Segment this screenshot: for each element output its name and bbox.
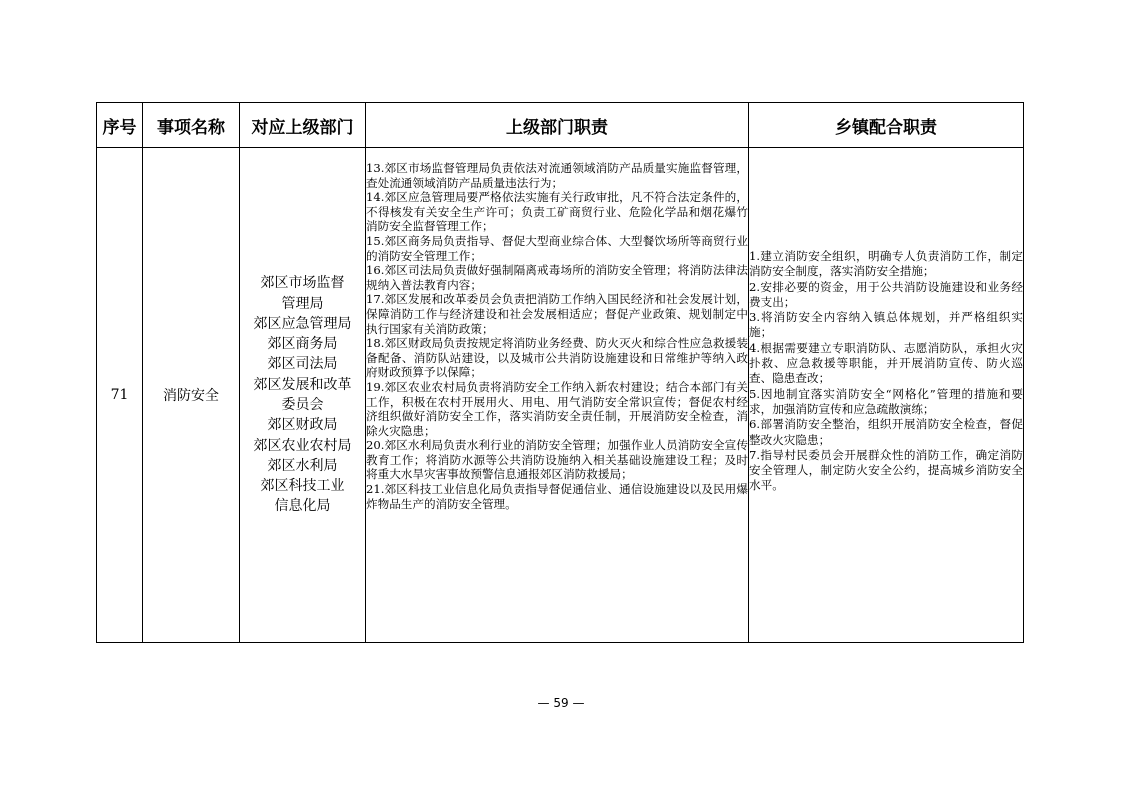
township-duty-item: 3.将消防安全内容纳入镇总体规划，并严格组织实施； [749, 310, 1023, 340]
superior-duty-item: 20.郊区水利局负责水利行业的消防安全管理；加强作业人员消防安全宣传教育工作；将消防水源等公共消防设施纳入相关基础设施建设工程；及时将重大水旱灾害事故预警信息通报郊区消防救援局； [366, 438, 748, 482]
department-line: 管理局 [281, 295, 324, 312]
township-duty-item: 2.安排必要的资金，用于公共消防设施建设和业务经费支出； [749, 279, 1023, 309]
superior-duty-item: 14.郊区应急管理局要严格依法实施有关行政审批，凡不符合法定条件的，不得核发有关安全生产许可；负责工矿商贸行业、危险化学品和烟花爆竹消防安全监督管理工作； [366, 190, 748, 234]
department-line: 郊区财政局 [267, 417, 338, 434]
superior-duty-item: 21.郊区科技工业信息化局负责指导督促通信业、通信设施建设以及民用爆炸物品生产的消防安全管理。 [366, 482, 748, 511]
department-line: 信息化局 [274, 498, 331, 515]
header-township-duties: 乡镇配合职责 [749, 103, 1024, 148]
department-line: 郊区市场监督 [260, 275, 345, 292]
header-superior-department: 对应上级部门 [240, 103, 366, 148]
superior-duty-item: 13.郊区市场监督管理局负责依法对流通领域消防产品质量实施监督管理，查处流通领域消防产品质量违法行为； [366, 161, 748, 190]
header-superior-duties: 上级部门职责 [366, 103, 749, 148]
township-duty-item: 1.建立消防安全组织，明确专人负责消防工作，制定消防安全制度，落实消防安全措施； [749, 249, 1023, 279]
row-item-name: 消防安全 [143, 148, 240, 643]
superior-duty-item: 15.郊区商务局负责指导、督促大型商业综合体、大型餐饮场所等商贸行业的消防安全管理工作； [366, 233, 748, 263]
department-line: 郊区发展和改革 [253, 376, 352, 393]
superior-duty-item: 16.郊区司法局负责做好强制隔离戒毒场所的消防安全管理；将消防法律法规纳入普法教育内容； [366, 263, 748, 292]
department-line: 郊区水利局 [267, 457, 338, 474]
department-line: 郊区应急管理局 [253, 315, 352, 332]
table-header-row [97, 103, 1024, 148]
township-duty-item: 4.根据需要建立专职消防队、志愿消防队，承担火灾扑救、应急救援等职能，并开展消防宣传、防火巡查、隐患查改； [749, 340, 1023, 386]
header-item-name: 事项名称 [143, 103, 240, 148]
header-number: 序号 [97, 103, 143, 148]
page-number: — 59 — [537, 696, 585, 710]
department-line: 郊区司法局 [267, 356, 338, 373]
responsibility-table [96, 102, 1024, 643]
row-departments [240, 148, 366, 643]
superior-duty-item: 18.郊区财政局负责按规定将消防业务经费、防火灭火和综合性应急救援装备配备、消防队站建设，以及城市公共消防设施建设和日常维护等纳入政府财政预算予以保障； [366, 336, 748, 380]
department-line: 郊区农业农村局 [253, 437, 352, 454]
department-line: 委员会 [281, 397, 324, 413]
township-duty-item: 7.指导村民委员会开展群众性的消防工作，确定消防安全管理人，制定防火安全公约，提高城乡消防安全水平。 [749, 447, 1023, 493]
superior-duty-item: 19.郊区农业农村局负责将消防安全工作纳入新农村建设；结合本部门有关工作，积极在农村开展用火、用电、用气消防安全常识宣传；督促农村经济组织做好消防安全工作，落实消防安全责任制，开展消防安全检查，消除火灾隐患； [366, 379, 748, 438]
row-superior-duties [366, 148, 749, 643]
superior-duty-item: 17.郊区发展和改革委员会负责把消防工作纳入国民经济和社会发展计划，保障消防工作与经济建设和社会发展相适应；督促产业政策、规划制定中执行国家有关消防政策； [366, 292, 748, 336]
row-number: 71 [97, 148, 143, 643]
row-township-duties [749, 148, 1024, 643]
township-duty-item: 6.部署消防安全整治，组织开展消防安全检查，督促整改火灾隐患； [749, 417, 1023, 447]
department-line: 郊区商务局 [267, 336, 338, 353]
department-line: 郊区科技工业 [260, 478, 345, 495]
township-duty-item: 5.因地制宜落实消防安全“网格化”管理的措施和要求，加强消防宣传和应急疏散演练； [749, 386, 1023, 416]
table-row [97, 148, 1024, 643]
